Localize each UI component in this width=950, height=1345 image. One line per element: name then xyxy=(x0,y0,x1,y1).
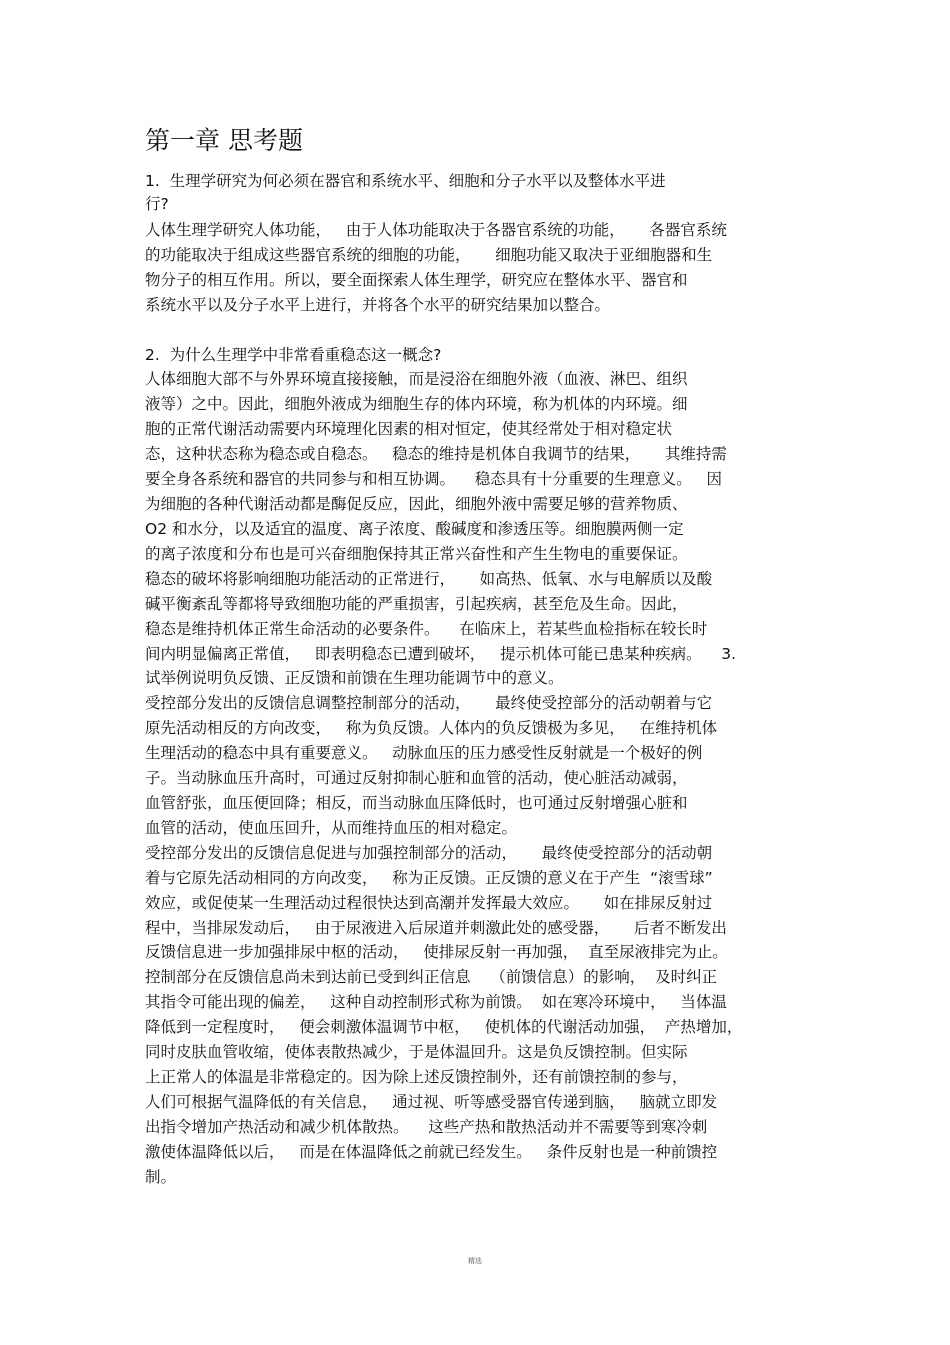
text-line: 子。当动脉血压升高时，可通过反射抑制心脏和血管的活动，使心脏活动减弱， xyxy=(145,769,688,787)
page-footer: 精选 xyxy=(468,1257,482,1265)
text-line: 1. 生理学研究为何必须在器官和系统水平、细胞和分子水平以及整体水平进 xyxy=(145,172,666,190)
text-line: 上正常人的体温是非常稳定的。因为除上述反馈控制外，还有前馈控制的参与， xyxy=(145,1068,688,1086)
text-line: 系统水平以及分子水平上进行，并将各个水平的研究结果加以整合。 xyxy=(145,296,611,314)
text-line: 生理活动的稳态中具有重要意义。 动脉血压的压力感受性反射就是一个极好的例 xyxy=(145,744,703,762)
text-line: 胞的正常代谢活动需要内环境理化因素的相对恒定，使其经常处于相对稳定状 xyxy=(145,420,673,438)
chapter-title: 第一章 思考题 xyxy=(145,126,303,155)
text-line: 人体生理学研究人体功能， 由于人体功能取决于各器官系统的功能， 各器官系统 xyxy=(145,221,727,239)
text-line: 程中，当排尿发动后， 由于尿液进入后尿道并刺激此处的感受器， 后者不断发出 xyxy=(145,919,727,937)
text-line: 人体细胞大部不与外界环境直接接触，而是浸浴在细胞外液（血液、淋巴、组织 xyxy=(145,370,688,388)
text-line: 的功能取决于组成这些器官系统的细胞的功能， 细胞功能又取决于亚细胞器和生 xyxy=(145,246,713,264)
text-line: 激使体温降低以后， 而是在体温降低之前就已经发生。 条件反射也是一种前馈控 xyxy=(145,1143,718,1161)
text-line: 受控部分发出的反馈信息调整控制部分的活动， 最终使受控部分的活动朝着与它 xyxy=(145,694,713,712)
text-line: 着与它原先活动相同的方向改变， 称为正反馈。正反馈的意义在于产生 “滚雪球” xyxy=(145,869,713,887)
text-line: 间内明显偏离正常值， 即表明稳态已遭到破坏， 提示机体可能已患某种疾病。 3. xyxy=(145,645,737,663)
text-line: 反馈信息进一步加强排尿中枢的活动， 使排尿反射一再加强， 直至尿液排完为止。 xyxy=(145,943,728,961)
text-line: 血管的活动，使血压回升，从而维持血压的相对稳定。 xyxy=(145,819,518,837)
text-line: 效应，或促使某一生理活动过程很快达到高潮并发挥最大效应。 如在排尿反射过 xyxy=(145,894,713,912)
text-line: 稳态的破坏将影响细胞功能活动的正常进行， 如高热、低氧、水与电解质以及酸 xyxy=(145,570,713,588)
text-line: 行? xyxy=(145,195,169,213)
text-line: 原先活动相反的方向改变， 称为负反馈。人体内的负反馈极为多见， 在维持机体 xyxy=(145,719,718,737)
text-line: 的离子浓度和分布也是可兴奋细胞保持其正常兴奋性和产生生物电的重要保证。 xyxy=(145,545,688,563)
text-line: O2 和水分，以及适宜的温度、离子浓度、酸碱度和渗透压等。细胞膜两侧一定 xyxy=(145,520,684,538)
text-line: 2. 为什么生理学中非常看重稳态这一概念? xyxy=(145,346,442,364)
text-line: 液等）之中。因此，细胞外液成为细胞生存的体内环境，称为机体的内环境。细 xyxy=(145,395,688,413)
text-line: 控制部分在反馈信息尚未到达前已受到纠正信息 （前馈信息）的影响， 及时纠正 xyxy=(145,968,718,986)
text-line: 降低到一定程度时， 便会刺激体温调节中枢， 使机体的代谢活动加强， 产热增加， xyxy=(145,1018,743,1036)
text-line: 同时皮肤血管收缩，使体表散热减少，于是体温回升。这是负反馈控制。但实际 xyxy=(145,1043,688,1061)
text-line: 稳态是维持机体正常生命活动的必要条件。 在临床上，若某些血检指标在较长时 xyxy=(145,620,708,638)
text-line: 血管舒张，血压便回降；相反，而当动脉血压降低时，也可通过反射增强心脏和 xyxy=(145,794,688,812)
text-line: 为细胞的各种代谢活动都是酶促反应，因此，细胞外液中需要足够的营养物质、 xyxy=(145,495,688,513)
text-line: 碱平衡紊乱等都将导致细胞功能的严重损害，引起疾病，甚至危及生命。因此， xyxy=(145,595,688,613)
text-line: 试举例说明负反馈、正反馈和前馈在生理功能调节中的意义。 xyxy=(145,669,564,687)
text-line: 受控部分发出的反馈信息促进与加强控制部分的活动， 最终使受控部分的活动朝 xyxy=(145,844,713,862)
text-line: 其指令可能出现的偏差， 这种自动控制形式称为前馈。 如在寒冷环境中， 当体温 xyxy=(145,993,727,1011)
text-line: 制。 xyxy=(145,1168,177,1186)
text-line: 物分子的相互作用。所以，要全面探索人体生理学，研究应在整体水平、器官和 xyxy=(145,271,688,289)
text-line: 要全身各系统和器官的共同参与和相互协调。 稳态具有十分重要的生理意义。 因 xyxy=(145,470,722,488)
text-line: 人们可根据气温降低的有关信息， 通过视、听等感受器官传递到脑， 脑就立即发 xyxy=(145,1093,718,1111)
text-line: 出指令增加产热活动和减少机体散热。 这些产热和散热活动并不需要等到寒冷刺 xyxy=(145,1118,708,1136)
text-line: 态，这种状态称为稳态或自稳态。 稳态的维持是机体自我调节的结果， 其维持需 xyxy=(145,445,727,463)
